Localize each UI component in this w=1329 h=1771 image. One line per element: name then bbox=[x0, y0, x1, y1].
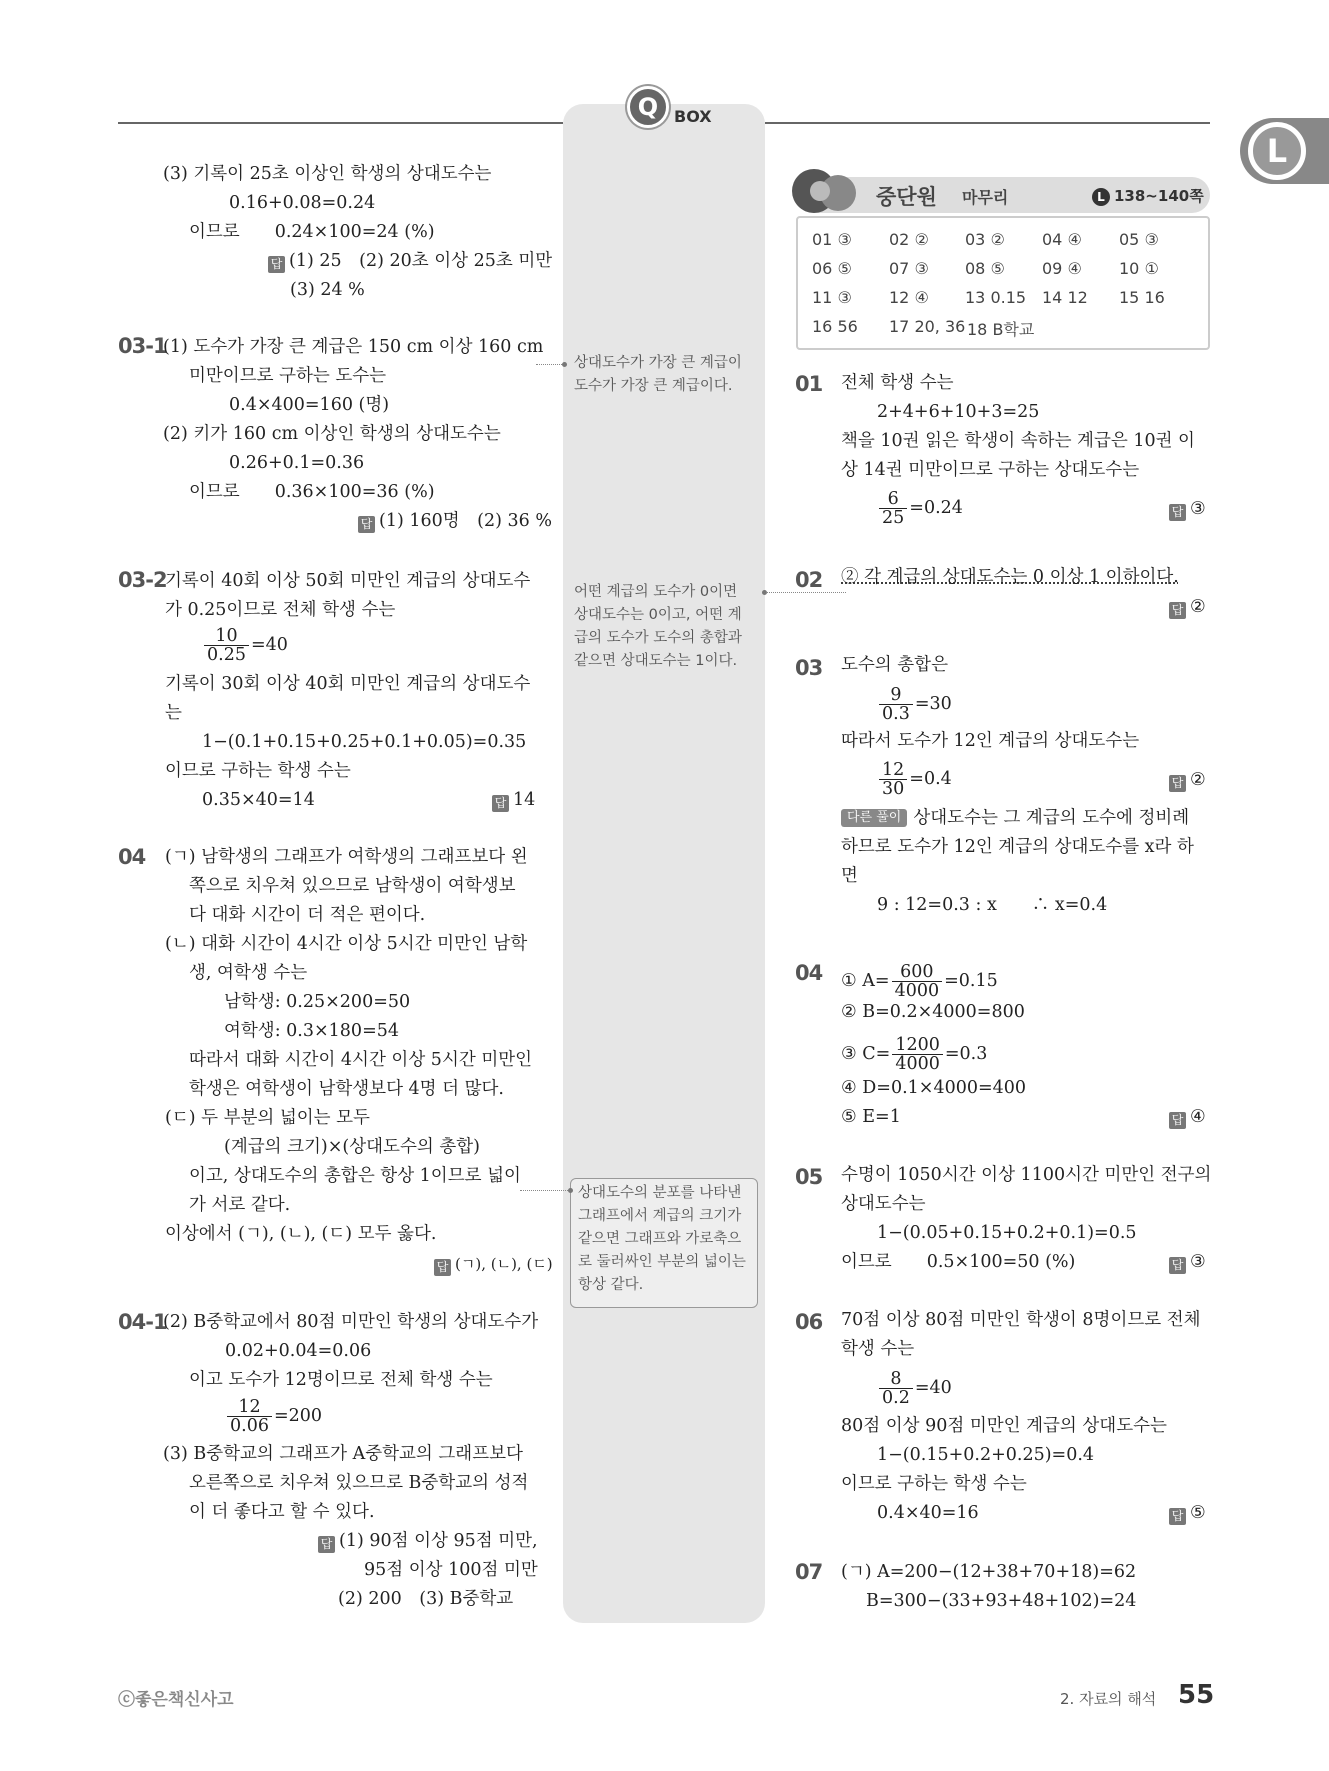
p032-line8: 0.35×40=14 bbox=[202, 790, 315, 810]
p041-line6: 오른쪽으로 치우쳐 있으므로 B중학교의 성적 bbox=[189, 1473, 529, 1493]
p04-line9: 학생은 여학생이 남학생보다 4명 더 많다. bbox=[189, 1079, 504, 1099]
q02-line1: ② 각 계급의 상대도수는 0 이상 1 이하이다. bbox=[841, 567, 1179, 587]
note3-line4: 로 둘러싸인 부분의 넓이는 bbox=[578, 1254, 746, 1270]
problem-number-05: 05 bbox=[795, 1165, 823, 1189]
s1-line3: 이므로 0.24×100=24 (%) bbox=[189, 222, 435, 242]
p041-answer bbox=[318, 1527, 538, 1555]
p031-line6: 이므로 0.36×100=36 (%) bbox=[189, 482, 435, 502]
answer-key-item: 12 ④ bbox=[889, 288, 929, 307]
frac-numerator: 8 bbox=[879, 1370, 913, 1389]
answer-key-item: 17 20, 36 bbox=[889, 317, 966, 336]
s1-line2: 0.16+0.08=0.24 bbox=[229, 193, 376, 213]
frac-numerator: 1200 bbox=[892, 1036, 943, 1055]
frac-result: =40 bbox=[914, 1378, 952, 1398]
answer-key-item: 16 56 bbox=[812, 317, 858, 336]
qbox-note1 bbox=[574, 352, 742, 398]
page-number: 55 bbox=[1178, 1680, 1215, 1710]
frac-denominator: 25 bbox=[882, 508, 905, 528]
frac-denominator: 4000 bbox=[895, 1054, 940, 1074]
q06-line5: 1−(0.15+0.2+0.25)=0.4 bbox=[877, 1445, 1095, 1465]
answer-icon: 답 bbox=[434, 1259, 451, 1276]
q04-c-label: ③ C= bbox=[841, 1044, 891, 1064]
q03-alt-line2: 하므로 도수가 12인 계급의 상대도수를 x라 하 bbox=[841, 837, 1194, 857]
answer-icon: 답 bbox=[1169, 1257, 1186, 1274]
p041-answer-text: (1) 90점 이상 95점 미만, bbox=[339, 1531, 538, 1551]
p032-line1: 기록이 40회 이상 50회 미만인 계급의 상대도수 bbox=[165, 571, 531, 591]
frac-numerator: 10 bbox=[204, 627, 249, 646]
note2-line4: 같으면 상대도수는 1이다. bbox=[574, 653, 738, 669]
q04-answer bbox=[1169, 1103, 1206, 1131]
q04-line3 bbox=[841, 1036, 987, 1073]
q03-line1: 도수의 총합은 bbox=[841, 655, 948, 675]
p041-frac bbox=[225, 1398, 322, 1435]
frac-numerator: 12 bbox=[227, 1398, 272, 1417]
p041-line3: 이고 도수가 12명이므로 전체 학생 수는 bbox=[189, 1370, 493, 1390]
note3-dot bbox=[568, 1188, 573, 1193]
problem-number-04: 04 bbox=[118, 845, 146, 869]
problem-number-04-1: 04-1 bbox=[118, 1310, 167, 1334]
answer-key-item: 18 B학교 bbox=[967, 320, 1035, 339]
p031-line1: (1) 도수가 가장 큰 계급은 150 cm 이상 160 cm bbox=[163, 337, 544, 357]
p032-line7: 이므로 구하는 학생 수는 bbox=[165, 761, 351, 781]
q06-line6: 이므로 구하는 학생 수는 bbox=[841, 1474, 1027, 1494]
frac-numerator: 12 bbox=[879, 761, 907, 780]
frac-denominator: 0.06 bbox=[230, 1416, 269, 1436]
note1-line1: 상대도수가 가장 큰 계급이 bbox=[574, 355, 742, 371]
review-title: 중단원 bbox=[876, 185, 937, 209]
q01-frac bbox=[877, 490, 963, 527]
p032-line2: 가 0.25이므로 전체 학생 수는 bbox=[165, 600, 396, 620]
p04-line8: 따라서 대화 시간이 4시간 이상 5시간 미만인 bbox=[189, 1050, 533, 1070]
frac-denominator: 0.25 bbox=[207, 645, 246, 665]
publisher-logo: ⓒ좋은책신사고 bbox=[118, 1690, 234, 1710]
qbox-note2 bbox=[574, 581, 742, 673]
p041-answer-line3: (2) 200 (3) B중학교 bbox=[338, 1589, 514, 1609]
frac-numerator: 6 bbox=[879, 490, 907, 509]
q05-line1: 수명이 1050시간 이상 1100시간 미만인 전구의 bbox=[841, 1165, 1212, 1185]
p032-line5: 는 bbox=[165, 703, 182, 723]
p031-line4: (2) 키가 160 cm 이상인 학생의 상대도수는 bbox=[163, 424, 501, 444]
frac-result: =0.3 bbox=[944, 1044, 988, 1064]
p041-line1: (2) B중학교에서 80점 미만인 학생의 상대도수가 bbox=[163, 1312, 539, 1332]
p031-line5: 0.26+0.1=0.36 bbox=[229, 453, 365, 473]
q03-alt-line3: 면 bbox=[841, 866, 858, 886]
p04-line2: 쪽으로 치우쳐 있으므로 남학생이 여학생보 bbox=[189, 876, 516, 896]
answer-key-item: 14 12 bbox=[1042, 288, 1088, 307]
q05-line2: 상대도수는 bbox=[841, 1194, 926, 1214]
note3-line5: 항상 같다. bbox=[578, 1277, 644, 1293]
q01-line3: 책을 10권 읽은 학생이 속하는 계급은 10권 이 bbox=[841, 431, 1195, 451]
answer-key-item: 13 0.15 bbox=[965, 288, 1027, 307]
answer-key-item: 01 ③ bbox=[812, 230, 852, 249]
answer-icon: 답 bbox=[1169, 602, 1186, 619]
p041-line7: 이 더 좋다고 할 수 있다. bbox=[189, 1502, 375, 1522]
frac-denominator: 0.3 bbox=[882, 704, 910, 724]
note2-line2: 상대도수는 0이고, 어떤 계 bbox=[574, 607, 742, 623]
answer-icon: 답 bbox=[358, 516, 375, 533]
p041-line5: (3) B중학교의 그래프가 A중학교의 그래프보다 bbox=[163, 1444, 523, 1464]
p04-line12: 이고, 상대도수의 총합은 항상 1이므로 넓이 bbox=[189, 1166, 521, 1186]
q03-answer bbox=[1169, 766, 1206, 794]
note3-line2: 그래프에서 계급의 크기가 bbox=[578, 1208, 742, 1224]
frac-result: =0.15 bbox=[944, 971, 998, 991]
note2-connector bbox=[766, 592, 846, 593]
frac-denominator: 0.2 bbox=[882, 1388, 910, 1408]
problem-number-04-review: 04 bbox=[795, 961, 823, 985]
p031-answer-text: (1) 160명 (2) 36 % bbox=[379, 511, 552, 531]
p032-frac bbox=[202, 627, 288, 664]
q06-line4: 80점 이상 90점 미만인 계급의 상대도수는 bbox=[841, 1416, 1167, 1436]
q06-frac bbox=[877, 1370, 952, 1407]
p04-line6: 남학생: 0.25×200=50 bbox=[224, 992, 411, 1012]
q01-answer bbox=[1169, 495, 1206, 523]
q04-line4: ④ D=0.1×4000=400 bbox=[841, 1078, 1027, 1098]
q05-answer-text: ③ bbox=[1190, 1252, 1206, 1272]
frac-numerator: 9 bbox=[879, 686, 913, 705]
p04-line14: 이상에서 (ㄱ), (ㄴ), (ㄷ) 모두 옳다. bbox=[165, 1224, 437, 1244]
answer-icon: 답 bbox=[318, 1536, 335, 1553]
p032-answer-text: 14 bbox=[513, 790, 536, 810]
top-rule-right bbox=[765, 122, 1210, 124]
s1-line1: (3) 기록이 25초 이상인 학생의 상대도수는 bbox=[163, 164, 492, 184]
p031-line2: 미만이므로 구하는 도수는 bbox=[189, 366, 387, 386]
answer-key-item: 09 ④ bbox=[1042, 259, 1082, 278]
p041-answer-line2: 95점 이상 100점 미만 bbox=[364, 1560, 538, 1580]
answer-key-item: 07 ③ bbox=[889, 259, 929, 278]
p04-line3: 다 대화 시간이 더 적은 편이다. bbox=[189, 905, 426, 925]
problem-number-03-2: 03-2 bbox=[118, 568, 167, 592]
q01-line2: 2+4+6+10+3=25 bbox=[877, 402, 1040, 422]
problem-number-03: 03 bbox=[795, 656, 823, 680]
q05-answer bbox=[1169, 1248, 1206, 1276]
frac-numerator: 600 bbox=[892, 963, 943, 982]
answer-key-item: 02 ② bbox=[889, 230, 929, 249]
note1-line2: 도수가 가장 큰 계급이다. bbox=[574, 378, 733, 394]
q03-frac1 bbox=[877, 686, 952, 723]
q03-alt-line4: 9 : 12=0.3 : x ∴ x=0.4 bbox=[877, 895, 1108, 915]
answer-key-item: 03 ② bbox=[965, 230, 1005, 249]
frac-denominator: 30 bbox=[882, 779, 905, 799]
p04-line5: 생, 여학생 수는 bbox=[189, 963, 308, 983]
frac-result: =0.4 bbox=[909, 769, 952, 789]
qbox-note3 bbox=[578, 1182, 746, 1297]
answer-icon: 답 bbox=[1169, 775, 1186, 792]
p04-answer bbox=[434, 1250, 553, 1278]
q06-answer-text: ⑤ bbox=[1190, 1503, 1206, 1523]
q03-alt-text: 상대도수는 그 계급의 도수에 정비례 bbox=[913, 808, 1190, 828]
q02-answer bbox=[1169, 593, 1206, 621]
note2-line1: 어떤 계급의 도수가 0이면 bbox=[574, 584, 738, 600]
note2-line3: 급의 도수가 도수의 총합과 bbox=[574, 630, 742, 646]
frac-result: =30 bbox=[914, 694, 952, 714]
frac-denominator: 4000 bbox=[894, 981, 940, 1001]
q03-line3: 따라서 도수가 12인 계급의 상대도수는 bbox=[841, 731, 1140, 751]
q04-a-label: ① A= bbox=[841, 971, 890, 991]
p04-answer-text: (ㄱ), (ㄴ), (ㄷ) bbox=[455, 1255, 553, 1273]
answer-icon: 답 bbox=[268, 256, 285, 273]
p032-answer bbox=[492, 786, 535, 814]
qbox-badge-icon: Q bbox=[627, 86, 669, 128]
s1-answer-text: (1) 25 (2) 20초 이상 25초 미만 bbox=[289, 251, 553, 271]
q02-answer-text: ② bbox=[1190, 597, 1206, 617]
s1-answer bbox=[268, 247, 552, 275]
q03-frac2 bbox=[877, 761, 952, 798]
note3-line1: 상대도수의 분포를 나타낸 bbox=[578, 1185, 742, 1201]
answer-key-item: 04 ④ bbox=[1042, 230, 1082, 249]
p04-line13: 가 서로 같다. bbox=[189, 1195, 291, 1215]
p032-line6: 1−(0.1+0.15+0.25+0.1+0.05)=0.35 bbox=[202, 732, 527, 752]
answer-icon: 답 bbox=[1169, 1112, 1186, 1129]
answer-icon: 답 bbox=[1169, 504, 1186, 521]
problem-number-07: 07 bbox=[795, 1560, 823, 1584]
p04-line4: (ㄴ) 대화 시간이 4시간 이상 5시간 미만인 남학 bbox=[165, 934, 528, 954]
q05-line3: 1−(0.05+0.15+0.2+0.1)=0.5 bbox=[877, 1223, 1137, 1243]
p032-line4: 기록이 30회 이상 40회 미만인 계급의 상대도수 bbox=[165, 674, 531, 694]
p041-line2: 0.02+0.04=0.06 bbox=[225, 1341, 372, 1361]
chapter-label: 2. 자료의 해석 bbox=[1060, 1690, 1157, 1708]
p04-line10: (ㄷ) 두 부분의 넓이는 모두 bbox=[165, 1108, 370, 1128]
q06-line7: 0.4×40=16 bbox=[877, 1503, 979, 1523]
review-header-circles-icon bbox=[790, 167, 870, 215]
q04-line5: ⑤ E=1 bbox=[841, 1107, 901, 1127]
p031-line3: 0.4×400=160 (명) bbox=[229, 395, 390, 415]
frac-result: =0.24 bbox=[909, 498, 963, 518]
s1-answer-line2: (3) 24 % bbox=[290, 280, 365, 300]
q01-line4: 상 14권 미만이므로 구하는 상대도수는 bbox=[841, 460, 1140, 480]
p04-line7: 여학생: 0.3×180=54 bbox=[224, 1021, 400, 1041]
top-rule-left bbox=[118, 122, 563, 124]
qbox-column bbox=[563, 104, 765, 1623]
review-pages bbox=[1092, 185, 1204, 206]
problem-number-01: 01 bbox=[795, 372, 823, 396]
p04-line11: (계급의 크기)×(상대도수의 총합) bbox=[224, 1137, 480, 1157]
q06-answer bbox=[1169, 1499, 1206, 1527]
lesson-icon: L bbox=[1092, 188, 1110, 206]
q04-line2: ② B=0.2×4000=800 bbox=[841, 1002, 1025, 1022]
review-pages-text: 138~140쪽 bbox=[1114, 187, 1204, 205]
q07-line2: B=300−(33+93+48+102)=24 bbox=[866, 1591, 1137, 1611]
answer-key-item: 08 ⑤ bbox=[965, 259, 1005, 278]
review-subtitle: 마무리 bbox=[962, 188, 1009, 207]
q06-line1: 70점 이상 80점 미만인 학생이 8명이므로 전체 bbox=[841, 1310, 1201, 1330]
p031-answer bbox=[358, 507, 552, 535]
problem-number-06: 06 bbox=[795, 1310, 823, 1334]
frac-result: =200 bbox=[273, 1406, 323, 1426]
answer-key-item: 15 16 bbox=[1119, 288, 1165, 307]
answer-icon: 답 bbox=[1169, 1508, 1186, 1525]
alternative-solution-badge: 다른 풀이 bbox=[841, 809, 907, 827]
p04-line1: (ㄱ) 남학생의 그래프가 여학생의 그래프보다 왼 bbox=[165, 847, 528, 867]
answer-key-item: 10 ① bbox=[1119, 259, 1159, 278]
note1-dot bbox=[562, 362, 567, 367]
answer-key-item: 05 ③ bbox=[1119, 230, 1159, 249]
q07-line1: (ㄱ) A=200−(12+38+70+18)=62 bbox=[841, 1562, 1137, 1582]
q03-answer-text: ② bbox=[1190, 770, 1206, 790]
qbox-label: BOX bbox=[674, 107, 712, 126]
problem-number-02: 02 bbox=[795, 568, 823, 592]
q03-alt-line1 bbox=[841, 804, 1189, 832]
answer-icon: 답 bbox=[492, 795, 509, 812]
note3-line3: 같으면 그래프와 가로축으 bbox=[578, 1231, 742, 1247]
answer-key-item: 06 ⑤ bbox=[812, 259, 852, 278]
q06-line2: 학생 수는 bbox=[841, 1339, 915, 1359]
q01-answer-text: ③ bbox=[1190, 499, 1206, 519]
q04-answer-text: ④ bbox=[1190, 1107, 1206, 1127]
frac-result: =40 bbox=[250, 635, 288, 655]
note3-connector bbox=[520, 1190, 568, 1191]
q01-line1: 전체 학생 수는 bbox=[841, 373, 954, 393]
q04-line1 bbox=[841, 963, 998, 1000]
q05-line4: 이므로 0.5×100=50 (%) bbox=[841, 1252, 1076, 1272]
answer-key-item: 11 ③ bbox=[812, 288, 852, 307]
problem-number-03-1: 03-1 bbox=[118, 334, 167, 358]
chapter-tab-icon: L bbox=[1248, 122, 1306, 180]
